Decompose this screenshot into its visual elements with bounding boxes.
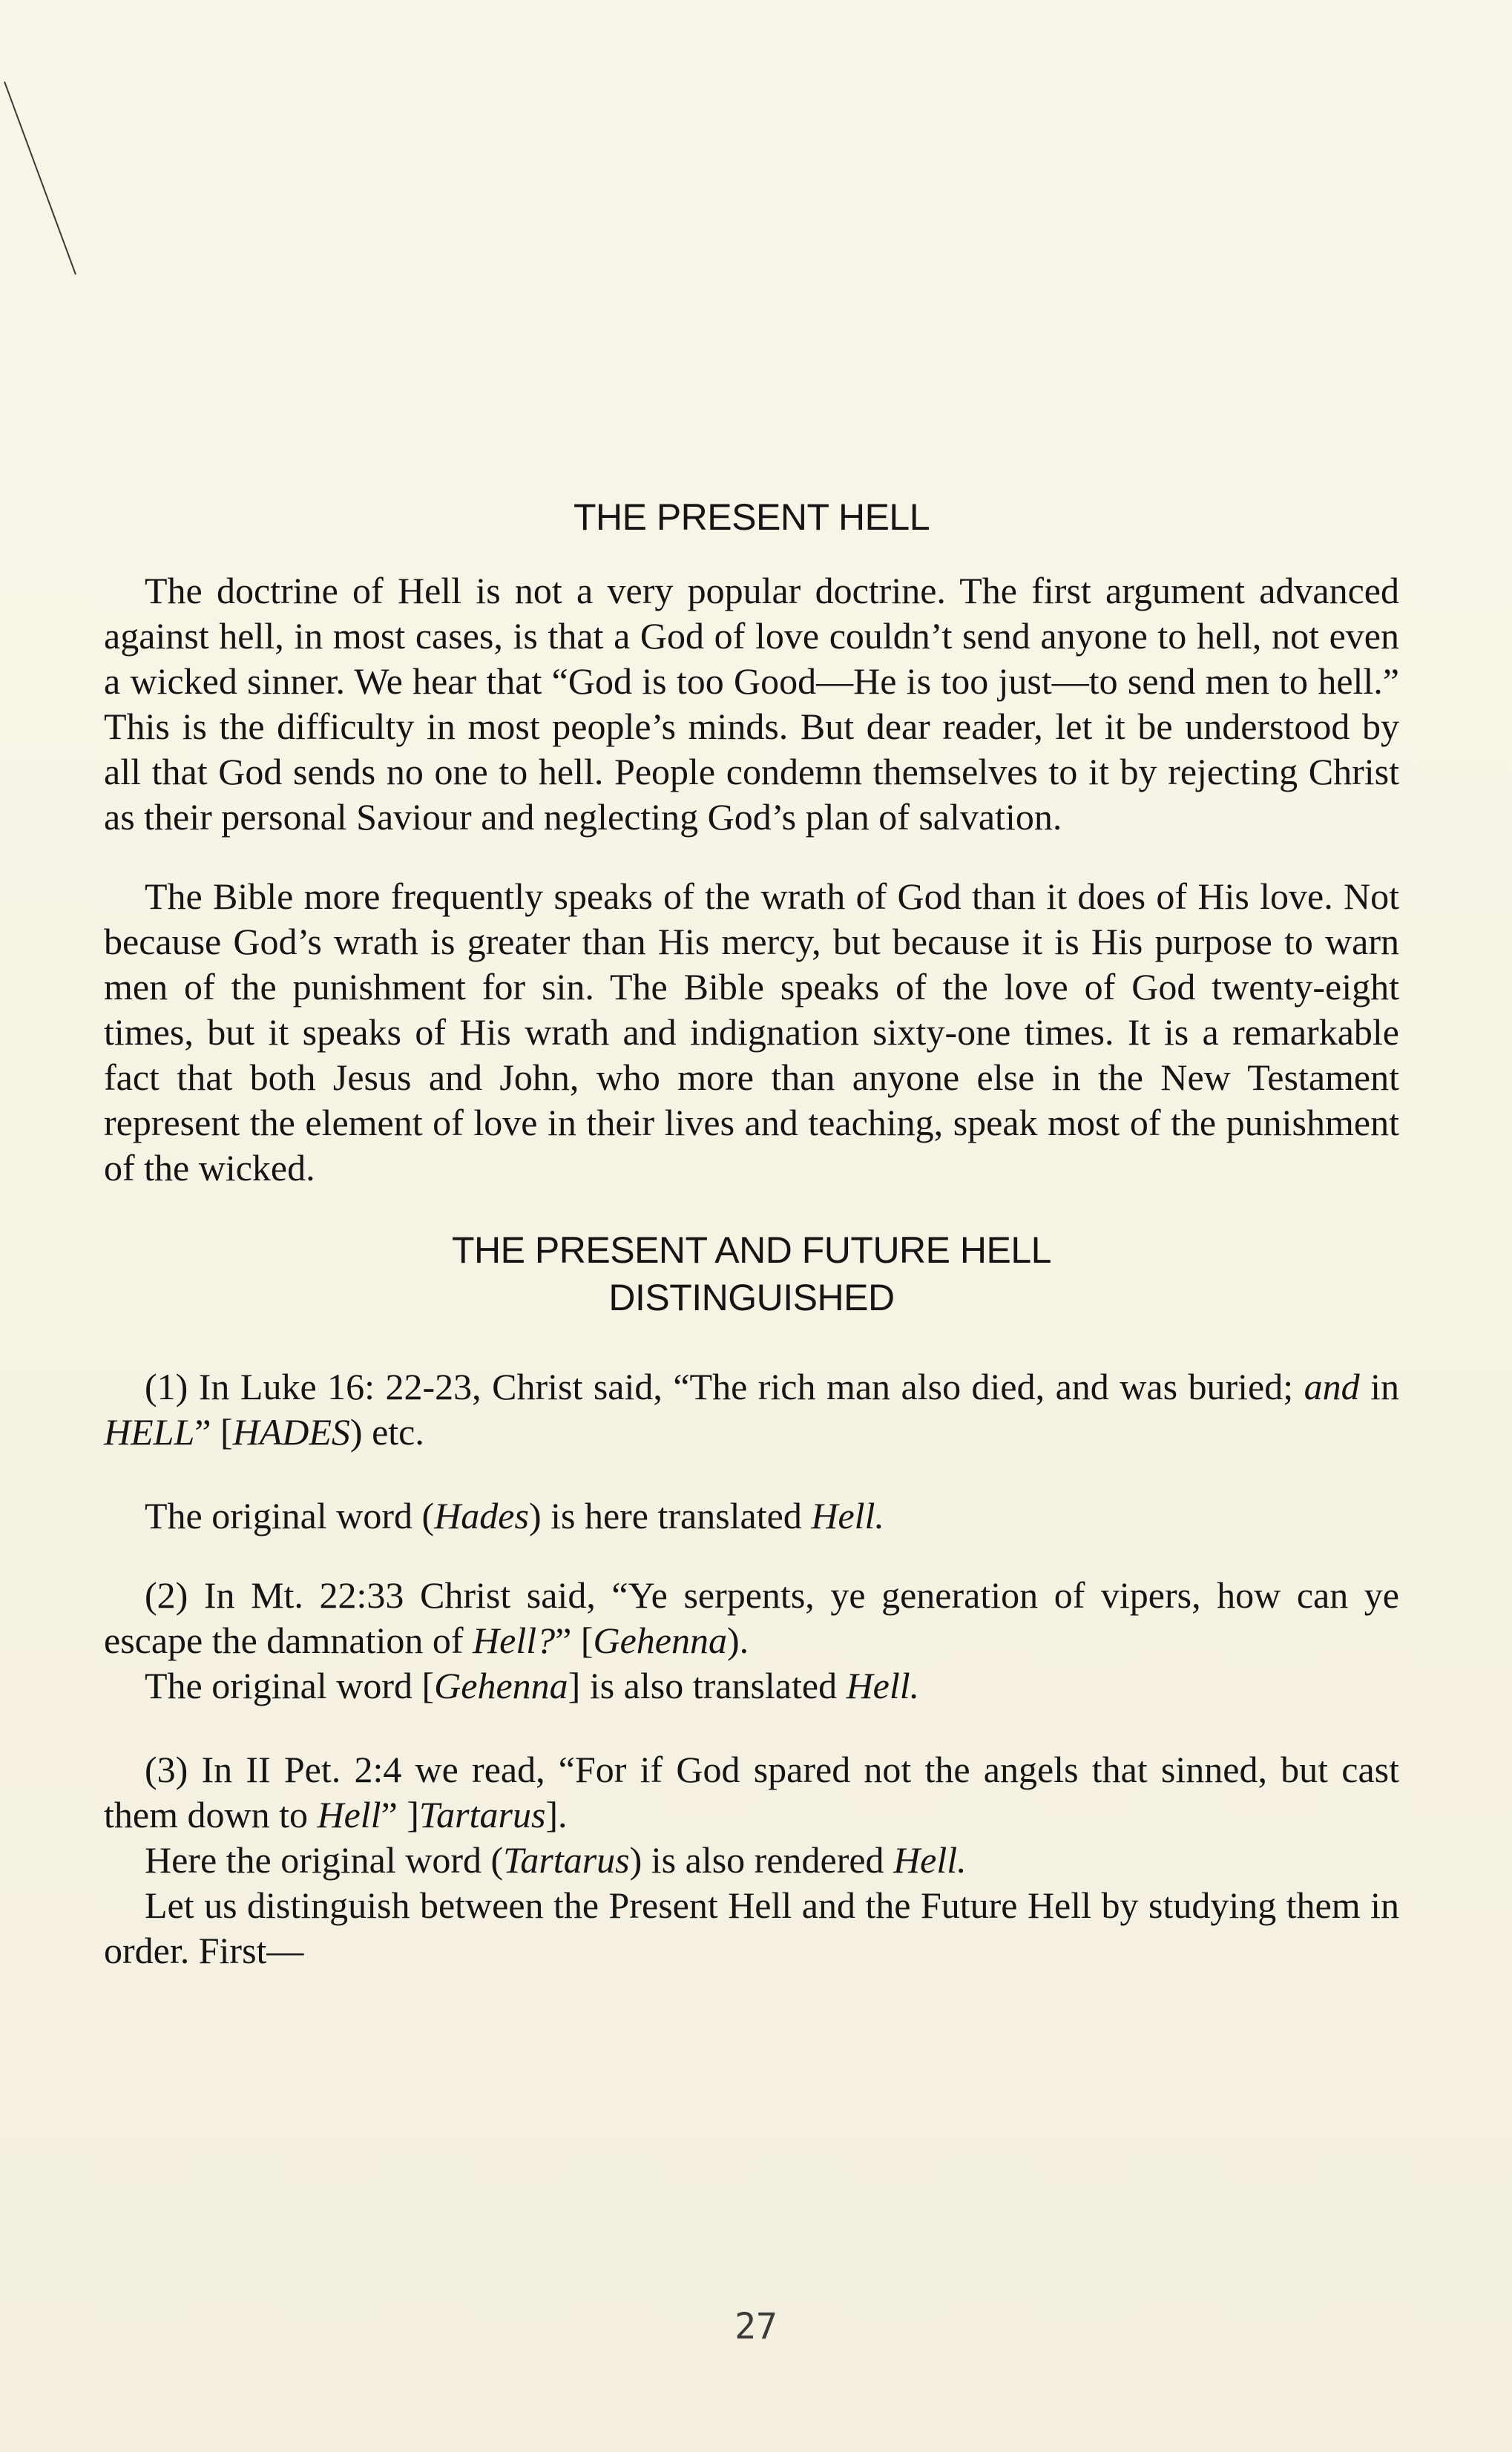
paragraph-wrath: The Bible more frequently speaks of the wrath of God than it does of His love. Not because God’s wrath is greater than His mercy, but because it is His purpose to warn men of the punishment for sin. The Bible speaks of the love of God twenty-eight times, but it speaks of His wrath and indignation sixty-one times. It is a remarkable fact that both Jesus and John, who more than anyone else in the New Testament represent the element of love in their lives and teaching, speak most of the punishment of the wicked. <box>104 875 1399 1189</box>
page-number: 27 <box>734 2306 778 2347</box>
paragraph-doctrine: The doctrine of Hell is not a very popular doctrine. The first argument advanced against hell, in most cases, is that a God of love couldn’t send anyone to hell, not even a wicked sinner. We hear that “God is too Good—He is too just—to send men to hell.” This is the difficulty in most people’s minds. But dear reader, let it be understood by all that God sends no one to hell. People condemn themselves to it by rejecting Christ as their personal Saviour and neglecting God’s plan of salvation. <box>104 570 1399 838</box>
item-matthew-note: The original word [Gehenna] is also translated Hell. <box>145 1665 920 1706</box>
section-heading-present-hell: THE PRESENT HELL <box>573 496 930 538</box>
closing-paragraph: Let us distinguish between the Present Hell and the Future Hell by studying them in order. First— <box>104 1884 1399 1971</box>
item-peter-note: Here the original word (Tartarus) is also rendered Hell. <box>145 1839 967 1881</box>
item-matthew: (2) In Mt. 22:33 Christ said, “Ye serpents, ye generation of vipers, how can ye escape the damnation of Hell?” [Gehenna). <box>104 1574 1399 1661</box>
item-luke-note: The original word (Hades) is here translated Hell. <box>145 1495 884 1536</box>
item-peter: (3) In II Pet. 2:4 we read, “For if God spared not the angels that sinned, but cast them down to Hell” ]Tartarus]. <box>104 1749 1399 1835</box>
page-crease-mark <box>1 37 83 282</box>
item-luke: (1) In Luke 16: 22-23, Christ said, “The rich man also died, and was buried; and in HELL” [HADES) etc. <box>104 1366 1399 1453</box>
section-heading-present-future-hell <box>104 1226 1399 1321</box>
heading-line-1: THE PRESENT AND FUTURE HELL <box>452 1229 1051 1271</box>
heading-line-2: DISTINGUISHED <box>608 1277 895 1318</box>
page-body <box>104 482 1399 1973</box>
